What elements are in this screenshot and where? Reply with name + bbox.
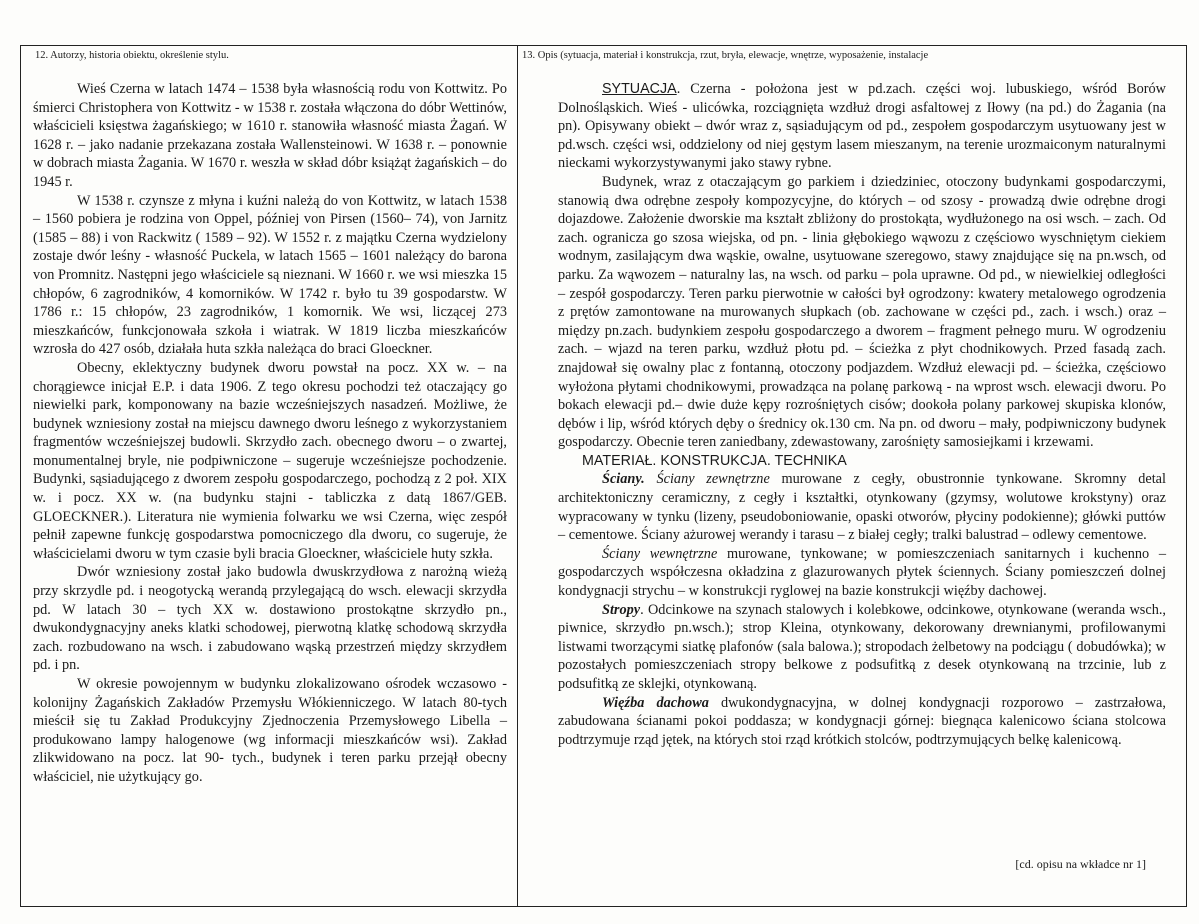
continuation-note: [cd. opisu na wkładce nr 1] (1015, 857, 1146, 871)
description-column (518, 46, 1186, 906)
ceilings-paragraph (558, 601, 1166, 694)
history-text (33, 80, 507, 787)
history-paragraph: Dwór wzniesiony został jako budowla dwuskrzydłowa z narożną wieżą przy skrzydle pd. i neogotycką werandą przylegającą do wsch. elewacji skrzydła pd. W latach 30 – tych XX w. dostawiono prostokątne skrzydło pn., dwukondygnacyjny aneks klatki schodowej, pierwotną klatkę schodową skrzydła zach. rozbudowano na wsch. i zabudowano wąską przestrzeń między skrzydłem pd. i pn. (33, 564, 507, 674)
walls-text: murowane z cegły, obustronnie tynkowane. Skromny detal architektoniczny ceramiczny, z cegły i kształtki, otynkowany (gzymsy, wolutowe krokstyny) oraz wypracowany w tynku (lizeny, pseudoboniowanie, opaski otworów, płyciny podokienne); główki puttów – cementowe. Ściany ażurowej werandy i tarasu – z białej cegły; tralki balustrad – odlewy cementowe. (558, 471, 1166, 544)
section-13-header: 13. Opis (sytuacja, materiał i konstrukcja, rzut, bryła, elewacje, wnętrze, wyposażenie, instalacje (522, 50, 929, 61)
description-text (558, 80, 1166, 749)
history-paragraph: Wieś Czerna w latach 1474 – 1538 była własnością rodu von Kottwitz. Po śmierci Christophera von Kottwitz - w 1538 r. została włączona do dóbr Wettinów, właścicieli księstwa żagańskiego; w 1610 r. stanowiła własność miasta Żagań. W 1628 r. – jako nadanie przekazana została Wallensteinowi. W 1638 r. – ponownie w dobrach miasta Żagania. W 1670 r. weszła w skład dóbr książąt żagańskich – do 1945 r. (33, 81, 507, 190)
roof-paragraph (558, 694, 1166, 750)
situation-paragraph (558, 80, 1166, 173)
inner-walls-term: Ściany wewnętrzne (602, 545, 718, 562)
ceilings-text: . Odcinkowe na szynach stalowych i kolebkowe, odcinkowe, otynkowane (weranda wsch., piwnice, skrzydło pn.wsch.); strop Kleina, otynkowany, dekorowany drewnianymi, profilowanymi listwami tworzącymi siatkę plafonów (sala balowa.); stropodach żelbetowy na podciągu ( dobudówka); w pozostałych pomieszczeniach stropy belkowe z podsufitką z desek otynkowaną na trzcinie, lub z podsufitką ze sklejki, otynkowaną. (558, 601, 1166, 692)
inner-walls-text: murowane, tynkowane; w pomieszczeniach sanitarnych i kuchenno – gospodarczych współczesna okładzina z glazurowanych płytek ściennych. Ściany pomieszczeń dolnej kondygnacji strychu – w konstrukcji ryglowej na bazie konstrukcji więźby dachowej. (558, 545, 1166, 600)
form-sheet (20, 45, 1187, 907)
section-12-header: 12. Autorzy, historia obiektu, określenie stylu. (35, 50, 229, 61)
walls-subterm: Ściany zewnętrzne (656, 471, 770, 488)
material-title: MATERIAŁ. KONSTRUKCJA. TECHNIKA (582, 452, 847, 469)
situation-title: SYTUACJA (602, 81, 677, 97)
history-paragraph: W 1538 r. czynsze z młyna i kuźni należą do von Kottwitz, w latach 1538 – 1560 pobiera je rodzina von Oppel, później von Pirsen (1560– 74), von Jarnitz (1585 – 88) i von Rackwitz ( 1589 – 92). W 1552 r. z majątku Czerna wydzielony zostaje dwór leśny - własność Puckela, w latach 1565 – 1601 należący do barona von Promnitz. Następni jego właściciele są nieznani. W 1660 r. we wsi mieszka 15 chłopów, 6 zagrodników, 4 komorników. W 1742 r. było tu 39 gospodarstw. W 1786 r.: 15 chłopów, 23 zagrodników, 1 komornik. We wsi, liczącej 273 mieszkańców, funkcjonowała szkoła i wiatrak. W 1819 liczba mieszkańców wzrosła do 427 osób, działała huta szkła należąca do braci Gloeckner. (33, 192, 507, 358)
building-paragraph: Budynek, wraz z otaczającym go parkiem i dziedziniec, otoczony budynkami gospodarczymi, stanowią dwa odrębne zespoły kompozycyjne, do których – od szosy - prowadzą dwie odrębne drogi dojazdowe. Założenie dworskie ma kształt zbliżony do prostokąta, wydłużonego na osi wsch. – zach. Od zach. ogranicza go szosa wiejska, od pn. - linia głębokiego wąwozu z częściowo wyschniętym ciekiem wodnym, zasilającym dwa wąskie, owalne, usytuowane szeregowo, stawy znajdujące się na pn.wsch, od parku. Za wąwozem – naturalny las, na wsch. od parku – pola uprawne. Od pd., w niewielkiej odległości – zespół gospodarczy. Teren parku pierwotnie w całości był ogrodzony: kwatery metalowego ogrodzenia z prętów zamontowane na murowanych słupkach (ob. zachowane w części pd., zach. i wsch.) oraz – między pn.zach. budynkiem zespołu gospodarczego a dworem – fragment pełnego muru. W ogrodzeniu zach. – wjazd na teren parku, wzdłuż płotu pd. – ścieżka z płyt chodnikowych. Przed fasadą zach. znajdował się owalny plac z fontanną, otoczony podjazdem. Wzdłuż elewacji pd. – ścieżka, częściowo wyłożona płytami chodnikowymi, prowadząca na polanę parkową - na wprost wsch. elewacji dworu. Po bokach elewacji pd.– dwie duże kępy rozrośniętych cisów; dookoła polany parkowej skupiska klonów, dębów i lip, wśród których dęby o średnicy ok.130 cm. Na pn. od dworu – mały, podpiwniczony budynek gospodarczy. Obecnie teren zaniedbany, zdewastowany, zarośnięty samosiejkami i krzewami. (558, 173, 1166, 451)
roof-text: dwukondygnacyjna, w dolnej kondygnacji rozporowo – zastrzałowa, zabudowana ścianami pokoi poddasza; w kondygnacji górnej: biegnąca kalenicowo ściana stolcowa podtrzymuje rząd jętek, na których stoi rząd krótkich stolców, podtrzymujących belkę kalenicową. (558, 694, 1166, 748)
history-column (21, 46, 517, 906)
roof-term: Więźba dachowa (602, 694, 709, 711)
history-paragraph: Obecny, eklektyczny budynek dworu powstał na pocz. XX w. – na chorągiewce inicjał E.P. i data 1906. Z tego okresu pochodzi też otaczający go niewielki park, komponowany na bazie wcześniejszych nasadzeń. Możliwe, że budynek wzniesiony został na miejscu dawnego dworu leśnego z wykorzystaniem fragmentów wcześniejszej budowli. Skrzydło zach. obecnego dworu – o zwartej, monumentalnej bryle, nie podpiwniczone – sugeruje wcześniejsze pochodzenie. Budynki, sąsiadującego z dworem zespołu gospodarczego, pochodzą z 2 poł. XIX w. i pocz. XX w. (na budynku stajni - tabliczka z datą 1867/GEB. GLOECKNER.). Literatura nie wymienia folwarku we wsi Czerna, więc zespół pełnił zapewne funkcję gospodarstwa pomocniczego dla dworu, co sugeruje, że właścicielami dworu w tym czasie byli bracia Gloeckner, właściciele huty szkła. (33, 359, 507, 562)
history-paragraph: W okresie powojennym w budynku zlokalizowano ośrodek wczasowo - kolonijny Żagańskich Zakładów Przemysłu Włókienniczego. W latach 80-tych mieścił się tu Zakład Produkcyjny Zjednoczenia Przemysłowego Libella – produkowano lampy halogenowe (wg informacji mieszkańców wsi). Zakład zlikwidowano na pocz. lat 90- tych., budynek i teren parku przejął obecny właściciel, nie użytkujący go. (33, 676, 507, 785)
inner-walls-paragraph (558, 545, 1166, 601)
situation-text: . Czerna - położona jest w pd.zach. części woj. lubuskiego, wśród Borów Dolnośląskich. Wieś - ulicówka, rozciągnięta wzdłuż drogi asfaltowej z Iłowy (na pd.) do Żagania (na pn). Opisywany obiekt – dwór wraz z, sąsiadującym od pd., zespołem gospodarczym usytuowany jest w pd.wsch. części wsi, oddzielony od niej gęstym lasem mieszanym, na terenie urozmaiconym naturalnymi nieckami wykorzystywanymi jako stawy rybne. (558, 81, 1166, 172)
ceilings-term: Stropy (602, 601, 641, 618)
walls-term: Ściany. (602, 471, 645, 488)
walls-paragraph (558, 470, 1166, 544)
